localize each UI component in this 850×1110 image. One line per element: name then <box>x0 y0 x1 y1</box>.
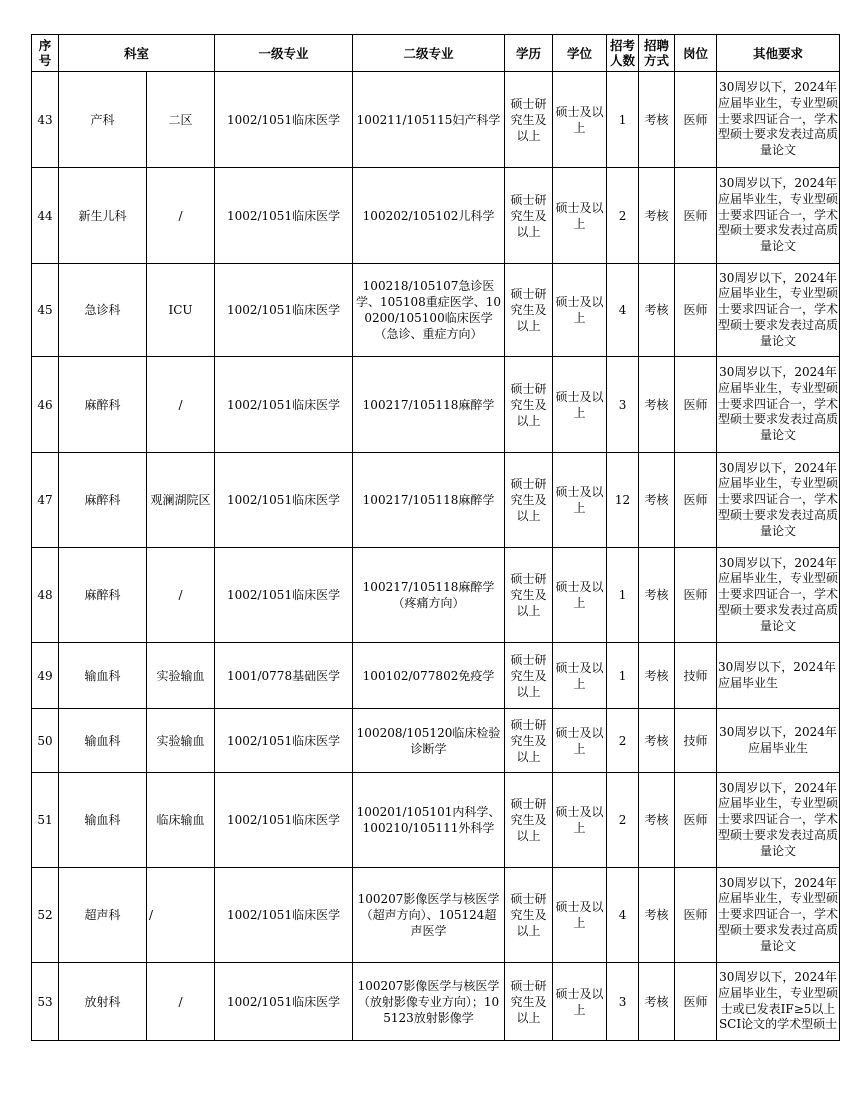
cell-method: 考核 <box>639 357 675 453</box>
cell-major2: 100217/105118麻醉学（疼痛方向） <box>353 548 505 643</box>
cell-method: 考核 <box>639 868 675 963</box>
header-major1: 一级专业 <box>215 35 353 72</box>
cell-education: 硕士研究生及以上 <box>505 963 553 1041</box>
table-row <box>32 548 840 643</box>
cell-count: 1 <box>607 72 639 168</box>
header-degree: 学位 <box>553 35 607 72</box>
cell-degree: 硕士及以上 <box>553 453 607 548</box>
cell-sub: / <box>147 357 215 453</box>
header-education: 学历 <box>505 35 553 72</box>
cell-count: 3 <box>607 963 639 1041</box>
cell-post: 医师 <box>675 868 717 963</box>
cell-other: 30周岁以下，2024年应届毕业生，专业型硕士要求四证合一，学术型硕士要求发表过高质量论文 <box>717 453 840 548</box>
cell-degree: 硕士及以上 <box>553 72 607 168</box>
cell-major2: 100207影像医学与核医学（超声方向）、105124超声医学 <box>353 868 505 963</box>
cell-sub: ICU <box>147 264 215 357</box>
cell-major1: 1002/1051临床医学 <box>215 709 353 773</box>
cell-education: 硕士研究生及以上 <box>505 643 553 709</box>
cell-method: 考核 <box>639 264 675 357</box>
cell-sub: 临床输血 <box>147 773 215 868</box>
cell-method: 考核 <box>639 643 675 709</box>
table-row <box>32 963 840 1041</box>
header-major2: 二级专业 <box>353 35 505 72</box>
cell-method: 考核 <box>639 963 675 1041</box>
cell-post: 医师 <box>675 963 717 1041</box>
cell-method: 考核 <box>639 773 675 868</box>
cell-other: 30周岁以下，2024年应届毕业生 <box>717 709 840 773</box>
cell-degree: 硕士及以上 <box>553 548 607 643</box>
cell-major1: 1002/1051临床医学 <box>215 357 353 453</box>
table-row <box>32 773 840 868</box>
cell-degree: 硕士及以上 <box>553 963 607 1041</box>
cell-major1: 1001/0778基础医学 <box>215 643 353 709</box>
cell-post: 医师 <box>675 357 717 453</box>
cell-major1: 1002/1051临床医学 <box>215 963 353 1041</box>
table-row <box>32 168 840 264</box>
cell-degree: 硕士及以上 <box>553 357 607 453</box>
cell-dept: 超声科 <box>59 868 147 963</box>
cell-method: 考核 <box>639 453 675 548</box>
cell-other: 30周岁以下，2024年应届毕业生 <box>717 643 840 709</box>
cell-sub: / <box>147 548 215 643</box>
cell-dept: 麻醉科 <box>59 548 147 643</box>
cell-sub: / <box>147 963 215 1041</box>
cell-other: 30周岁以下，2024年应届毕业生，专业型硕士要求四证合一，学术型硕士要求发表过高质量论文 <box>717 868 840 963</box>
cell-major2: 100201/105101内科学、100210/105111外科学 <box>353 773 505 868</box>
cell-major2: 100217/105118麻醉学 <box>353 453 505 548</box>
table-row <box>32 357 840 453</box>
cell-degree: 硕士及以上 <box>553 868 607 963</box>
cell-education: 硕士研究生及以上 <box>505 453 553 548</box>
cell-method: 考核 <box>639 709 675 773</box>
cell-post: 医师 <box>675 773 717 868</box>
cell-post: 医师 <box>675 168 717 264</box>
header-other: 其他要求 <box>717 35 840 72</box>
cell-seq: 44 <box>32 168 59 264</box>
cell-other: 30周岁以下，2024年应届毕业生，专业型硕士要求四证合一，学术型硕士要求发表过高质量论文 <box>717 548 840 643</box>
cell-dept: 产科 <box>59 72 147 168</box>
cell-major1: 1002/1051临床医学 <box>215 773 353 868</box>
cell-seq: 48 <box>32 548 59 643</box>
cell-degree: 硕士及以上 <box>553 643 607 709</box>
cell-seq: 49 <box>32 643 59 709</box>
cell-post: 医师 <box>675 548 717 643</box>
cell-major2: 100207影像医学与核医学（放射影像专业方向）；105123放射影像学 <box>353 963 505 1041</box>
cell-other: 30周岁以下，2024年应届毕业生，专业型硕士要求四证合一，学术型硕士要求发表过高质量论文 <box>717 357 840 453</box>
cell-dept: 输血科 <box>59 773 147 868</box>
cell-seq: 53 <box>32 963 59 1041</box>
header-method: 招聘方式 <box>639 35 675 72</box>
cell-education: 硕士研究生及以上 <box>505 72 553 168</box>
cell-education: 硕士研究生及以上 <box>505 357 553 453</box>
table-row <box>32 709 840 773</box>
cell-other: 30周岁以下，2024年应届毕业生，专业型硕士要求四证合一，学术型硕士要求发表过高质量论文 <box>717 773 840 868</box>
table-row <box>32 643 840 709</box>
cell-sub: 二区 <box>147 72 215 168</box>
cell-count: 3 <box>607 357 639 453</box>
cell-dept: 麻醉科 <box>59 453 147 548</box>
cell-major2: 100202/105102儿科学 <box>353 168 505 264</box>
cell-post: 技师 <box>675 709 717 773</box>
cell-sub: / <box>147 868 215 963</box>
header-count: 招考人数 <box>607 35 639 72</box>
cell-other: 30周岁以下，2024年应届毕业生，专业型硕士或已发表IF≥5以上SCI论文的学术型硕士 <box>717 963 840 1041</box>
cell-seq: 43 <box>32 72 59 168</box>
cell-other: 30周岁以下，2024年应届毕业生，专业型硕士要求四证合一，学术型硕士要求发表过高质量论文 <box>717 72 840 168</box>
cell-seq: 46 <box>32 357 59 453</box>
cell-seq: 47 <box>32 453 59 548</box>
cell-degree: 硕士及以上 <box>553 168 607 264</box>
cell-major1: 1002/1051临床医学 <box>215 453 353 548</box>
cell-major2: 100211/105115妇产科学 <box>353 72 505 168</box>
cell-count: 2 <box>607 168 639 264</box>
cell-major2: 100218/105107急诊医学、105108重症医学、100200/105100临床医学（急诊、重症方向） <box>353 264 505 357</box>
cell-sub: 观澜湖院区 <box>147 453 215 548</box>
cell-major2: 100208/105120临床检验诊断学 <box>353 709 505 773</box>
recruitment-table <box>31 34 840 1041</box>
cell-dept: 急诊科 <box>59 264 147 357</box>
cell-post: 医师 <box>675 72 717 168</box>
cell-count: 1 <box>607 548 639 643</box>
cell-degree: 硕士及以上 <box>553 709 607 773</box>
cell-major1: 1002/1051临床医学 <box>215 548 353 643</box>
cell-count: 2 <box>607 773 639 868</box>
cell-sub: / <box>147 168 215 264</box>
cell-major2: 100102/077802免疫学 <box>353 643 505 709</box>
cell-method: 考核 <box>639 72 675 168</box>
cell-seq: 52 <box>32 868 59 963</box>
cell-method: 考核 <box>639 548 675 643</box>
header-row <box>32 35 840 72</box>
cell-education: 硕士研究生及以上 <box>505 709 553 773</box>
cell-post: 技师 <box>675 643 717 709</box>
header-dept: 科室 <box>59 35 215 72</box>
table-row <box>32 264 840 357</box>
cell-major1: 1002/1051临床医学 <box>215 868 353 963</box>
cell-count: 1 <box>607 643 639 709</box>
cell-seq: 45 <box>32 264 59 357</box>
cell-other: 30周岁以下，2024年应届毕业生，专业型硕士要求四证合一，学术型硕士要求发表过高质量论文 <box>717 168 840 264</box>
cell-degree: 硕士及以上 <box>553 264 607 357</box>
cell-seq: 50 <box>32 709 59 773</box>
cell-count: 2 <box>607 709 639 773</box>
cell-degree: 硕士及以上 <box>553 773 607 868</box>
header-post: 岗位 <box>675 35 717 72</box>
cell-method: 考核 <box>639 168 675 264</box>
cell-education: 硕士研究生及以上 <box>505 168 553 264</box>
table-row <box>32 72 840 168</box>
cell-major1: 1002/1051临床医学 <box>215 264 353 357</box>
cell-dept: 麻醉科 <box>59 357 147 453</box>
cell-dept: 新生儿科 <box>59 168 147 264</box>
cell-seq: 51 <box>32 773 59 868</box>
cell-education: 硕士研究生及以上 <box>505 548 553 643</box>
table-row <box>32 868 840 963</box>
cell-education: 硕士研究生及以上 <box>505 868 553 963</box>
cell-dept: 输血科 <box>59 643 147 709</box>
cell-major1: 1002/1051临床医学 <box>215 72 353 168</box>
cell-dept: 输血科 <box>59 709 147 773</box>
cell-other: 30周岁以下，2024年应届毕业生，专业型硕士要求四证合一，学术型硕士要求发表过高质量论文 <box>717 264 840 357</box>
cell-dept: 放射科 <box>59 963 147 1041</box>
cell-major1: 1002/1051临床医学 <box>215 168 353 264</box>
cell-education: 硕士研究生及以上 <box>505 264 553 357</box>
cell-post: 医师 <box>675 264 717 357</box>
cell-post: 医师 <box>675 453 717 548</box>
cell-sub: 实验输血 <box>147 643 215 709</box>
table-row <box>32 453 840 548</box>
cell-major2: 100217/105118麻醉学 <box>353 357 505 453</box>
cell-count: 4 <box>607 264 639 357</box>
cell-count: 4 <box>607 868 639 963</box>
cell-education: 硕士研究生及以上 <box>505 773 553 868</box>
header-seq: 序号 <box>32 35 59 72</box>
cell-sub: 实验输血 <box>147 709 215 773</box>
cell-count: 12 <box>607 453 639 548</box>
